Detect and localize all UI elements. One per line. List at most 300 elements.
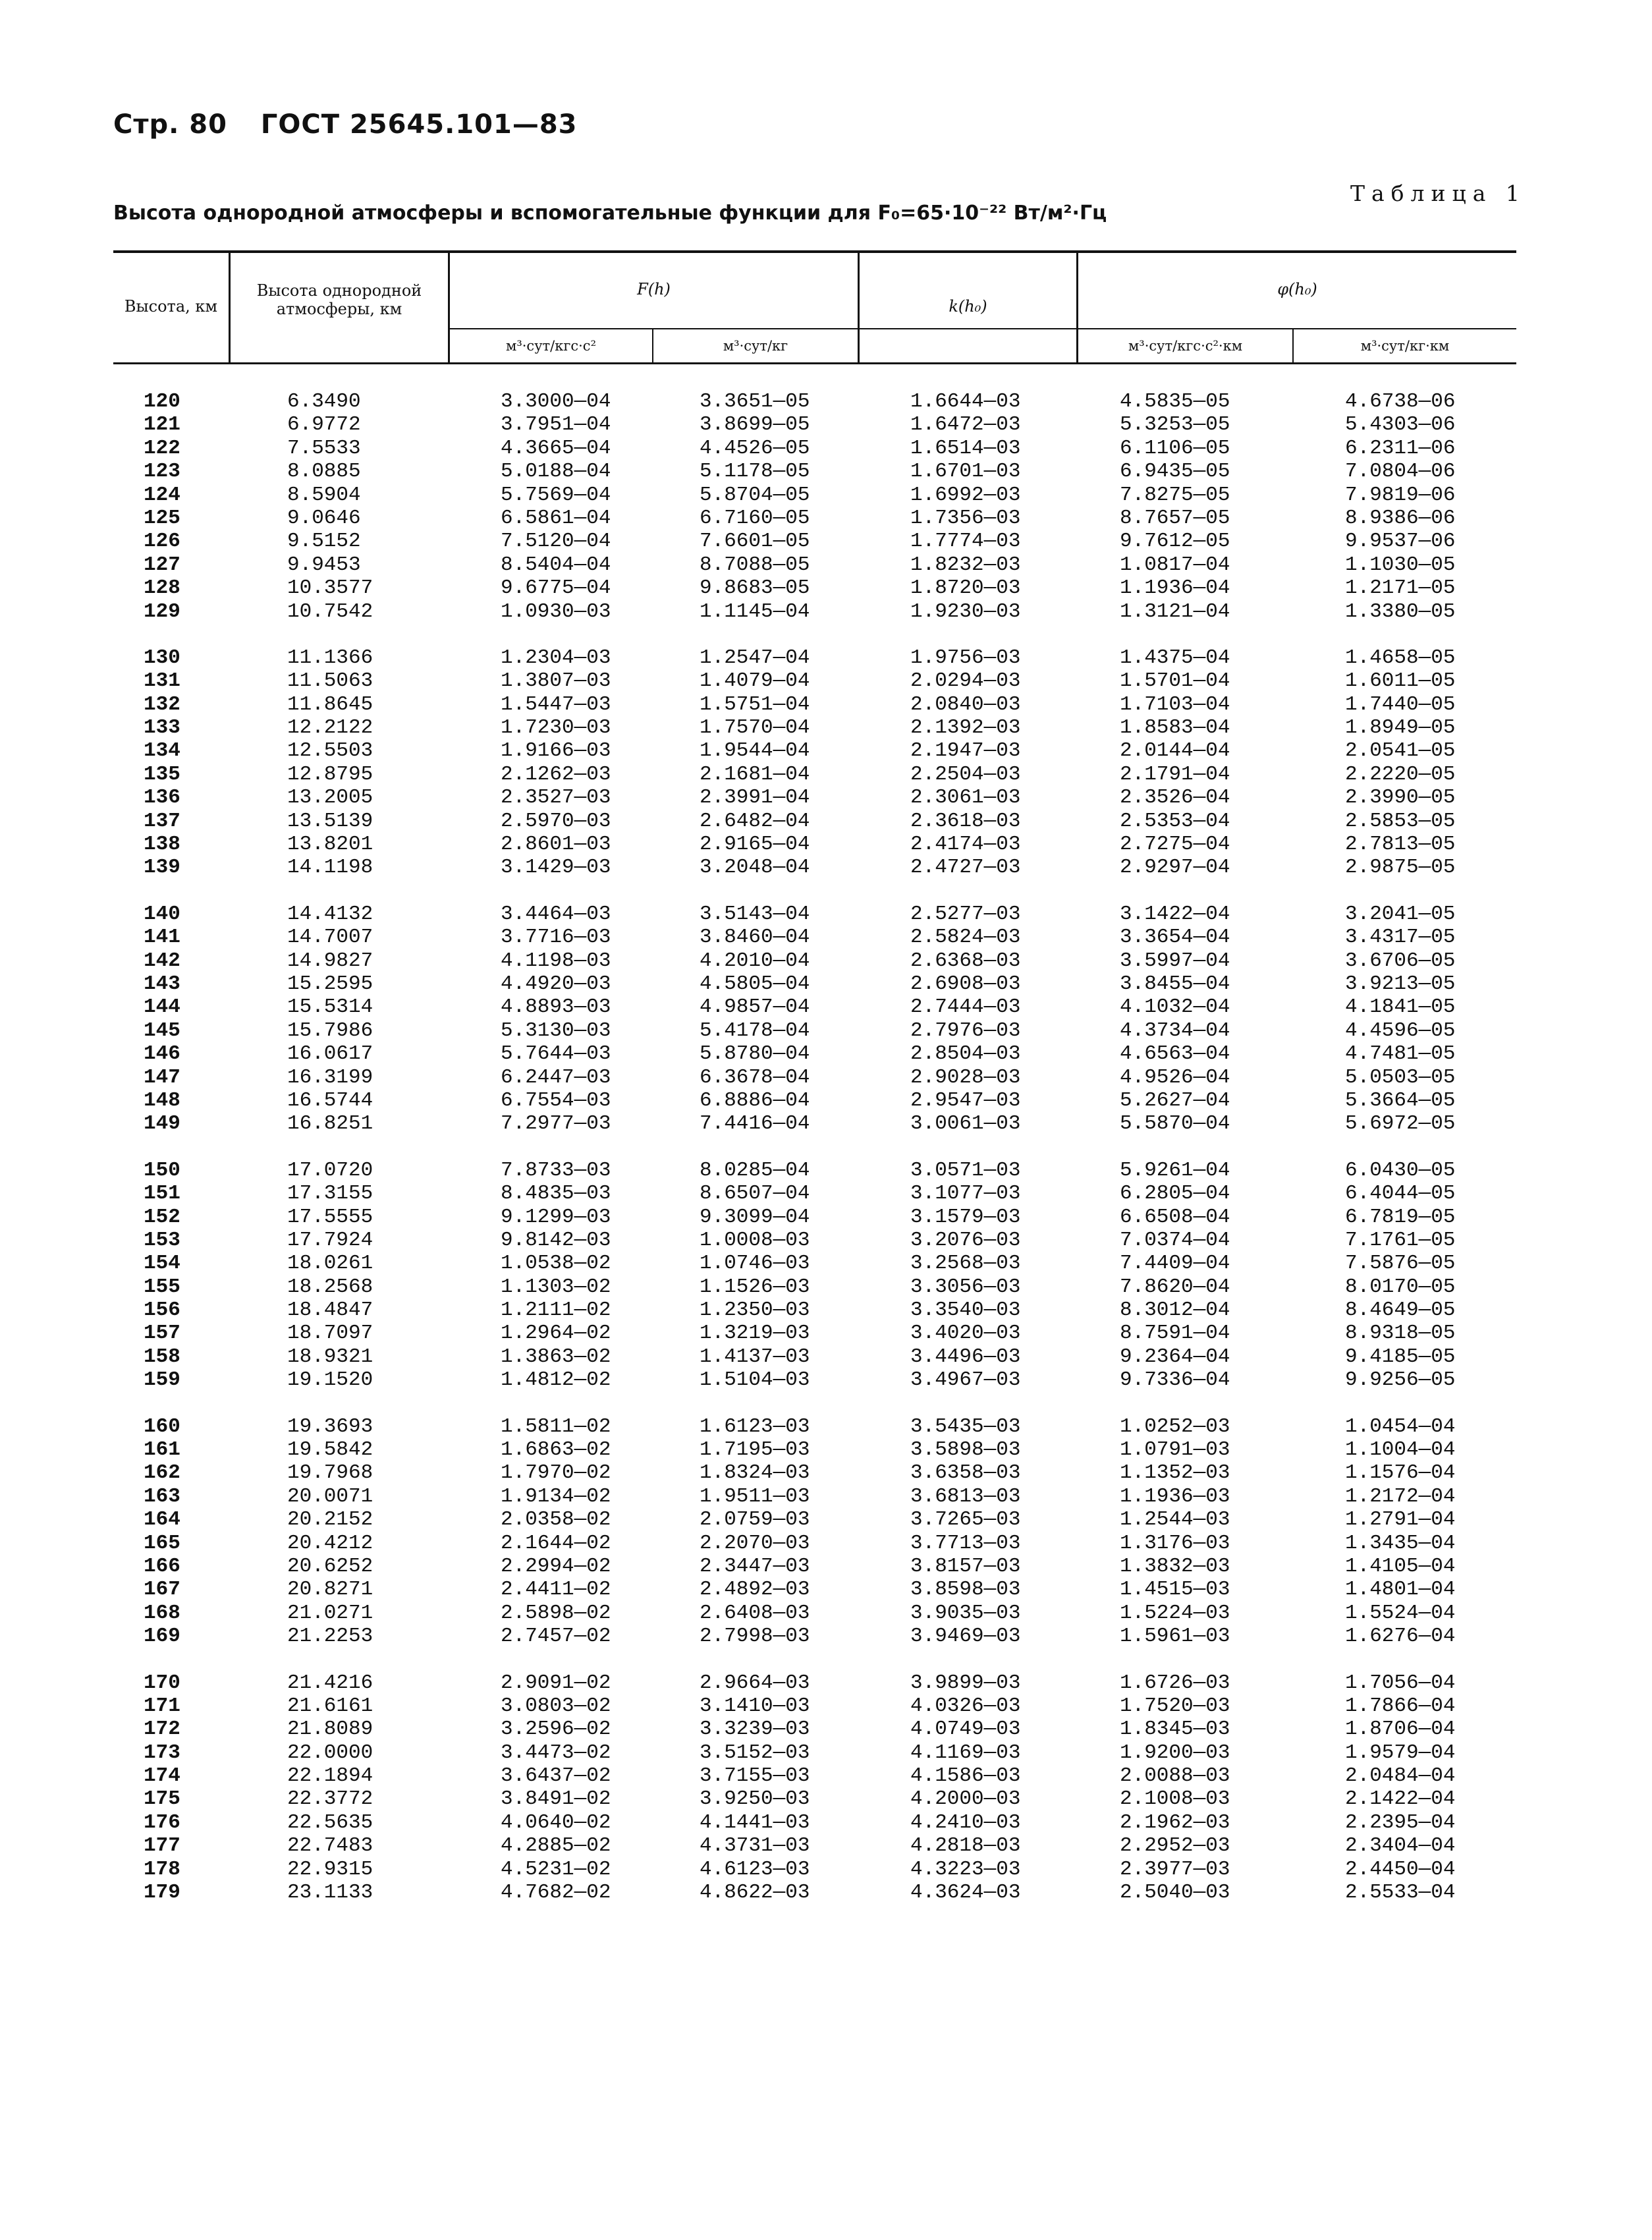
phi-kg-cell: 2.3404—04 [1345,1834,1456,1858]
height-cell: 120 [144,390,180,413]
homog-height-cell: 15.2595 [287,972,373,995]
phi-kg-cell: 1.1576—04 [1345,1461,1456,1485]
height-cell: 147 [144,1065,180,1089]
f-kg-cell: 1.5104—03 [700,1368,810,1392]
table-row [113,1345,1516,1368]
f-kgs-cell: 4.5231—02 [501,1857,611,1881]
homog-height-cell: 15.5314 [287,995,373,1019]
phi-kg-cell: 1.3380—05 [1345,600,1456,623]
height-cell: 140 [144,902,180,926]
height-cell: 148 [144,1088,180,1112]
table-row [113,1206,1516,1229]
k-cell: 1.6992—03 [910,483,1021,507]
table-row [113,739,1516,762]
phi-kgs-cell: 1.7520—03 [1120,1694,1230,1718]
f-kg-cell: 3.1410—03 [700,1694,810,1718]
phi-kg-cell: 1.1030—05 [1345,553,1456,576]
col-header-k: k(h₀) [949,297,987,316]
phi-kgs-cell: 2.0144—04 [1120,739,1230,763]
homog-height-cell: 14.9827 [287,949,373,972]
table-row [113,856,1516,879]
phi-kgs-cell: 1.1352—03 [1120,1461,1230,1485]
height-cell: 150 [144,1158,180,1182]
height-cell: 149 [144,1112,180,1136]
phi-kg-cell: 1.1004—04 [1345,1438,1456,1462]
k-cell: 4.3624—03 [910,1881,1021,1905]
homog-height-cell: 14.7007 [287,926,373,949]
height-cell: 179 [144,1881,180,1905]
f-kg-cell: 2.1681—04 [700,762,810,786]
k-cell: 2.4174—03 [910,833,1021,856]
table-row [113,553,1516,576]
phi-kgs-cell: 2.2952—03 [1120,1834,1230,1858]
table-row [113,576,1516,600]
f-kgs-cell: 6.5861—04 [501,506,611,530]
phi-kgs-cell: 2.5040—03 [1120,1881,1230,1905]
f-kgs-cell: 3.3000—04 [501,390,611,413]
phi-kgs-cell: 4.1032—04 [1120,995,1230,1019]
phi-kg-cell: 1.2172—04 [1345,1484,1456,1508]
table-row [113,1671,1516,1694]
f-kgs-cell: 1.5447—03 [501,692,611,716]
homog-height-cell: 21.2253 [287,1625,373,1648]
f-kg-cell: 2.7998—03 [700,1625,810,1648]
f-kgs-cell: 2.5970—03 [501,809,611,833]
k-cell: 3.3056—03 [910,1275,1021,1299]
phi-kg-cell: 1.0454—04 [1345,1414,1456,1438]
table-row [113,530,1516,553]
homog-height-cell: 19.5842 [287,1438,373,1462]
height-cell: 157 [144,1322,180,1345]
homog-height-cell: 21.0271 [287,1601,373,1625]
height-cell: 162 [144,1461,180,1485]
height-cell: 177 [144,1834,180,1858]
f-kgs-cell: 4.2885—02 [501,1834,611,1858]
k-cell: 3.4496—03 [910,1345,1021,1368]
table-row [113,1299,1516,1322]
table-row [113,1461,1516,1484]
table-row [113,693,1516,716]
f-kgs-cell: 1.3807—03 [501,669,611,693]
phi-kgs-cell: 1.7103—04 [1120,692,1230,716]
k-cell: 3.2568—03 [910,1252,1021,1275]
row-group [113,646,1516,880]
phi-kg-cell: 4.4596—05 [1345,1019,1456,1042]
k-cell: 2.9028—03 [910,1065,1021,1089]
table-body [113,390,1516,1927]
phi-kg-cell: 1.4658—05 [1345,646,1456,669]
f-kg-cell: 6.7160—05 [700,506,810,530]
row-group [113,1159,1516,1392]
f-kg-cell: 2.2070—03 [700,1531,810,1555]
col-header-phi-unit1: м³·сут/кгс·с²·км [1128,338,1243,354]
homog-height-cell: 21.6161 [287,1694,373,1718]
f-kgs-cell: 4.4920—03 [501,972,611,995]
f-kg-cell: 4.1441—03 [700,1810,810,1834]
f-kgs-cell: 9.1299—03 [501,1205,611,1229]
homog-height-cell: 17.0720 [287,1158,373,1182]
phi-kgs-cell: 1.0252—03 [1120,1414,1230,1438]
f-kg-cell: 6.8886—04 [700,1088,810,1112]
homog-height-cell: 18.0261 [287,1252,373,1275]
height-cell: 169 [144,1625,180,1648]
f-kgs-cell: 2.9091—02 [501,1671,611,1694]
phi-kgs-cell: 1.5961—03 [1120,1625,1230,1648]
f-kg-cell: 4.5805—04 [700,972,810,995]
phi-kgs-cell: 1.2544—03 [1120,1508,1230,1532]
f-kgs-cell: 1.5811—02 [501,1414,611,1438]
height-cell: 125 [144,506,180,530]
f-kgs-cell: 2.0358—02 [501,1508,611,1532]
k-cell: 3.5898—03 [910,1438,1021,1462]
homog-height-cell: 8.5904 [287,483,361,507]
phi-kgs-cell: 6.2805—04 [1120,1182,1230,1206]
f-kgs-cell: 8.5404—04 [501,553,611,576]
phi-kg-cell: 7.5876—05 [1345,1252,1456,1275]
f-kg-cell: 4.3731—03 [700,1834,810,1858]
f-kgs-cell: 6.2447—03 [501,1065,611,1089]
k-cell: 3.7265—03 [910,1508,1021,1532]
phi-kgs-cell: 2.3977—03 [1120,1857,1230,1881]
phi-kgs-cell: 5.5870—04 [1120,1112,1230,1136]
f-kg-cell: 8.0285—04 [700,1158,810,1182]
row-group [113,903,1516,1136]
phi-kgs-cell: 5.3253—05 [1120,413,1230,437]
homog-height-cell: 12.8795 [287,762,373,786]
f-kgs-cell: 4.0640—02 [501,1810,611,1834]
height-cell: 141 [144,926,180,949]
page-header [113,109,601,140]
k-cell: 2.9547—03 [910,1088,1021,1112]
homog-height-cell: 18.4847 [287,1299,373,1322]
table-row [113,1834,1516,1857]
table-row [113,1787,1516,1810]
f-kg-cell: 7.6601—05 [700,530,810,553]
f-kgs-cell: 1.0930—03 [501,600,611,623]
table-row [113,1578,1516,1601]
height-cell: 136 [144,786,180,810]
homog-height-cell: 13.2005 [287,786,373,810]
phi-kg-cell: 8.4649—05 [1345,1299,1456,1322]
k-cell: 2.8504—03 [910,1042,1021,1066]
table-row [113,507,1516,530]
homog-height-cell: 20.8271 [287,1578,373,1602]
f-kg-cell: 1.4079—04 [700,669,810,693]
height-cell: 175 [144,1787,180,1811]
f-kg-cell: 1.5751—04 [700,692,810,716]
f-kgs-cell: 3.8491—02 [501,1787,611,1811]
k-cell: 3.5435—03 [910,1414,1021,1438]
homog-height-cell: 16.8251 [287,1112,373,1136]
phi-kgs-cell: 6.6508—04 [1120,1205,1230,1229]
f-kgs-cell: 9.8142—03 [501,1228,611,1252]
height-cell: 171 [144,1694,180,1718]
k-cell: 3.8598—03 [910,1578,1021,1602]
k-cell: 4.2410—03 [910,1810,1021,1834]
table-row [113,413,1516,436]
phi-kgs-cell: 6.9435—05 [1120,460,1230,484]
height-cell: 172 [144,1718,180,1741]
phi-kg-cell: 1.4105—04 [1345,1554,1456,1578]
f-kgs-cell: 3.6437—02 [501,1764,611,1788]
f-kg-cell: 4.8622—03 [700,1881,810,1905]
f-kg-cell: 1.9511—03 [700,1484,810,1508]
f-kgs-cell: 3.0803—02 [501,1694,611,1718]
table-row [113,1322,1516,1345]
height-cell: 145 [144,1019,180,1042]
f-kgs-cell: 4.8893—03 [501,995,611,1019]
table-row [113,437,1516,460]
homog-height-cell: 15.7986 [287,1019,373,1042]
col-header-F: F(h) [637,280,671,298]
table-row [113,810,1516,833]
phi-kgs-cell: 8.3012—04 [1120,1299,1230,1322]
table-row [113,1532,1516,1555]
f-kgs-cell: 1.9134—02 [501,1484,611,1508]
phi-kg-cell: 7.1761—05 [1345,1228,1456,1252]
phi-kgs-cell: 2.5353—04 [1120,809,1230,833]
height-cell: 129 [144,600,180,623]
table-row [113,995,1516,1019]
phi-kgs-cell: 3.8455—04 [1120,972,1230,995]
f-kgs-cell: 4.3665—04 [501,436,611,460]
f-kgs-cell: 1.9166—03 [501,739,611,763]
phi-kgs-cell: 2.1008—03 [1120,1787,1230,1811]
homog-height-cell: 11.5063 [287,669,373,693]
f-kg-cell: 5.1178—05 [700,460,810,484]
phi-kgs-cell: 1.6726—03 [1120,1671,1230,1694]
phi-kg-cell: 2.0484—04 [1345,1764,1456,1788]
homog-height-cell: 14.4132 [287,902,373,926]
phi-kgs-cell: 1.5701—04 [1120,669,1230,693]
phi-kgs-cell: 1.0791—03 [1120,1438,1230,1462]
f-kgs-cell: 3.7716—03 [501,926,611,949]
homog-height-cell: 22.1894 [287,1764,373,1788]
table-row [113,972,1516,995]
homog-height-cell: 16.3199 [287,1065,373,1089]
f-kgs-cell: 5.7569—04 [501,483,611,507]
phi-kg-cell: 3.9213—05 [1345,972,1456,995]
phi-kg-cell: 1.9579—04 [1345,1741,1456,1764]
f-kg-cell: 4.6123—03 [700,1857,810,1881]
f-kg-cell: 1.1526—03 [700,1275,810,1299]
phi-kg-cell: 7.0804—06 [1345,460,1456,484]
phi-kgs-cell: 1.3832—03 [1120,1554,1230,1578]
f-kgs-cell: 1.3863—02 [501,1345,611,1368]
homog-height-cell: 20.2152 [287,1508,373,1532]
f-kgs-cell: 1.6863—02 [501,1438,611,1462]
height-cell: 131 [144,669,180,693]
f-kg-cell: 1.7570—04 [700,716,810,740]
table-row [113,1042,1516,1065]
phi-kgs-cell: 1.8583—04 [1120,716,1230,740]
homog-height-cell: 8.0885 [287,460,361,484]
phi-kgs-cell: 1.3176—03 [1120,1531,1230,1555]
k-cell: 3.7713—03 [910,1531,1021,1555]
k-cell: 2.5277—03 [910,902,1021,926]
height-cell: 146 [144,1042,180,1066]
homog-height-cell: 22.0000 [287,1741,373,1764]
homog-height-cell: 20.0071 [287,1484,373,1508]
height-cell: 122 [144,436,180,460]
k-cell: 2.0294—03 [910,669,1021,693]
height-cell: 128 [144,576,180,600]
f-kg-cell: 2.9165—04 [700,833,810,856]
homog-height-cell: 22.5635 [287,1810,373,1834]
k-cell: 3.2076—03 [910,1228,1021,1252]
phi-kg-cell: 4.7481—05 [1345,1042,1456,1066]
table-row [113,1881,1516,1904]
f-kg-cell: 2.6408—03 [700,1601,810,1625]
k-cell: 2.1392—03 [910,716,1021,740]
col-header-F-unit2: м³·сут/кг [723,338,788,354]
phi-kg-cell: 5.0503—05 [1345,1065,1456,1089]
homog-height-cell: 20.4212 [287,1531,373,1555]
height-cell: 144 [144,995,180,1019]
height-cell: 133 [144,716,180,740]
phi-kgs-cell: 1.3121—04 [1120,600,1230,623]
phi-kgs-cell: 5.9261—04 [1120,1158,1230,1182]
table-row [113,1718,1516,1741]
phi-kgs-cell: 3.3654—04 [1120,926,1230,949]
table-row [113,926,1516,949]
homog-height-cell: 10.7542 [287,600,373,623]
homog-height-cell: 19.3693 [287,1414,373,1438]
height-cell: 164 [144,1508,180,1532]
height-cell: 130 [144,646,180,669]
height-cell: 165 [144,1531,180,1555]
phi-kgs-cell: 7.0374—04 [1120,1228,1230,1252]
height-cell: 166 [144,1554,180,1578]
f-kg-cell: 2.0759—03 [700,1508,810,1532]
homog-height-cell: 22.9315 [287,1857,373,1881]
phi-kg-cell: 6.0430—05 [1345,1158,1456,1182]
height-cell: 168 [144,1601,180,1625]
k-cell: 2.6368—03 [910,949,1021,972]
f-kg-cell: 5.4178—04 [700,1019,810,1042]
f-kgs-cell: 7.5120—04 [501,530,611,553]
f-kgs-cell: 3.2596—02 [501,1718,611,1741]
f-kgs-cell: 6.7554—03 [501,1088,611,1112]
homog-height-cell: 6.3490 [287,390,361,413]
height-cell: 126 [144,530,180,553]
height-cell: 139 [144,856,180,880]
phi-kg-cell: 9.9256—05 [1345,1368,1456,1392]
phi-kg-cell: 1.8949—05 [1345,716,1456,740]
phi-kg-cell: 3.2041—05 [1345,902,1456,926]
f-kg-cell: 3.8699—05 [700,413,810,437]
table-row [113,1741,1516,1764]
table-row [113,1275,1516,1299]
phi-kg-cell: 8.0170—05 [1345,1275,1456,1299]
k-cell: 2.3061—03 [910,786,1021,810]
f-kg-cell: 3.9250—03 [700,1787,810,1811]
height-cell: 155 [144,1275,180,1299]
f-kg-cell: 3.5143—04 [700,902,810,926]
f-kg-cell: 8.7088—05 [700,553,810,576]
table-row [113,484,1516,507]
f-kgs-cell: 5.7644—03 [501,1042,611,1066]
f-kgs-cell: 1.7230—03 [501,716,611,740]
table-row [113,669,1516,692]
phi-kg-cell: 2.9875—05 [1345,856,1456,880]
homog-height-cell: 13.5139 [287,809,373,833]
table-row [113,1112,1516,1135]
k-cell: 3.1077—03 [910,1182,1021,1206]
table-row [113,1811,1516,1834]
homog-height-cell: 19.7968 [287,1461,373,1485]
k-cell: 4.3223—03 [910,1857,1021,1881]
k-cell: 2.2504—03 [910,762,1021,786]
k-cell: 1.8232—03 [910,553,1021,576]
phi-kg-cell: 1.6011—05 [1345,669,1456,693]
f-kg-cell: 6.3678—04 [700,1065,810,1089]
k-cell: 1.7356—03 [910,506,1021,530]
k-cell: 4.1169—03 [910,1741,1021,1764]
f-kg-cell: 2.6482—04 [700,809,810,833]
col-header-F-unit1: м³·сут/кгс·с² [506,338,596,354]
table-row [113,1694,1516,1718]
f-kg-cell: 1.0008—03 [700,1228,810,1252]
homog-height-cell: 18.2568 [287,1275,373,1299]
phi-kgs-cell: 2.7275—04 [1120,833,1230,856]
k-cell: 3.8157—03 [910,1554,1021,1578]
phi-kg-cell: 2.3990—05 [1345,786,1456,810]
phi-kg-cell: 2.2395—04 [1345,1810,1456,1834]
k-cell: 3.4020—03 [910,1322,1021,1345]
height-cell: 161 [144,1438,180,1462]
k-cell: 3.0571—03 [910,1158,1021,1182]
f-kgs-cell: 2.2994—02 [501,1554,611,1578]
phi-kg-cell: 2.5853—05 [1345,809,1456,833]
f-kg-cell: 2.3991—04 [700,786,810,810]
standard-number: ГОСТ 25645.101—83 [260,109,578,140]
table-row [113,1438,1516,1461]
phi-kgs-cell: 2.3526—04 [1120,786,1230,810]
k-cell: 2.0840—03 [910,692,1021,716]
f-kg-cell: 3.8460—04 [700,926,810,949]
table-row [113,949,1516,972]
homog-height-cell: 22.7483 [287,1834,373,1858]
table-row [113,1089,1516,1112]
f-kgs-cell: 2.1262—03 [501,762,611,786]
k-cell: 1.7774—03 [910,530,1021,553]
f-kgs-cell: 2.4411—02 [501,1578,611,1602]
phi-kg-cell: 5.4303—06 [1345,413,1456,437]
phi-kg-cell: 4.6738—06 [1345,390,1456,413]
row-group [113,1671,1516,1905]
k-cell: 4.1586—03 [910,1764,1021,1788]
phi-kg-cell: 1.5524—04 [1345,1601,1456,1625]
table-row [113,1229,1516,1252]
homog-height-cell: 17.7924 [287,1228,373,1252]
k-cell: 4.2000—03 [910,1787,1021,1811]
homog-height-cell: 23.1133 [287,1881,373,1905]
homog-height-cell: 14.1198 [287,856,373,880]
homog-height-cell: 12.5503 [287,739,373,763]
row-group [113,1415,1516,1648]
f-kg-cell: 7.4416—04 [700,1112,810,1136]
row-group [113,390,1516,623]
homog-height-cell: 16.5744 [287,1088,373,1112]
f-kg-cell: 1.3219—03 [700,1322,810,1345]
f-kgs-cell: 8.4835—03 [501,1182,611,1206]
k-cell: 1.8720—03 [910,576,1021,600]
f-kg-cell: 3.2048—04 [700,856,810,880]
col-header-height: Высота, км [124,297,218,316]
height-cell: 121 [144,413,180,437]
phi-kg-cell: 2.4450—04 [1345,1857,1456,1881]
